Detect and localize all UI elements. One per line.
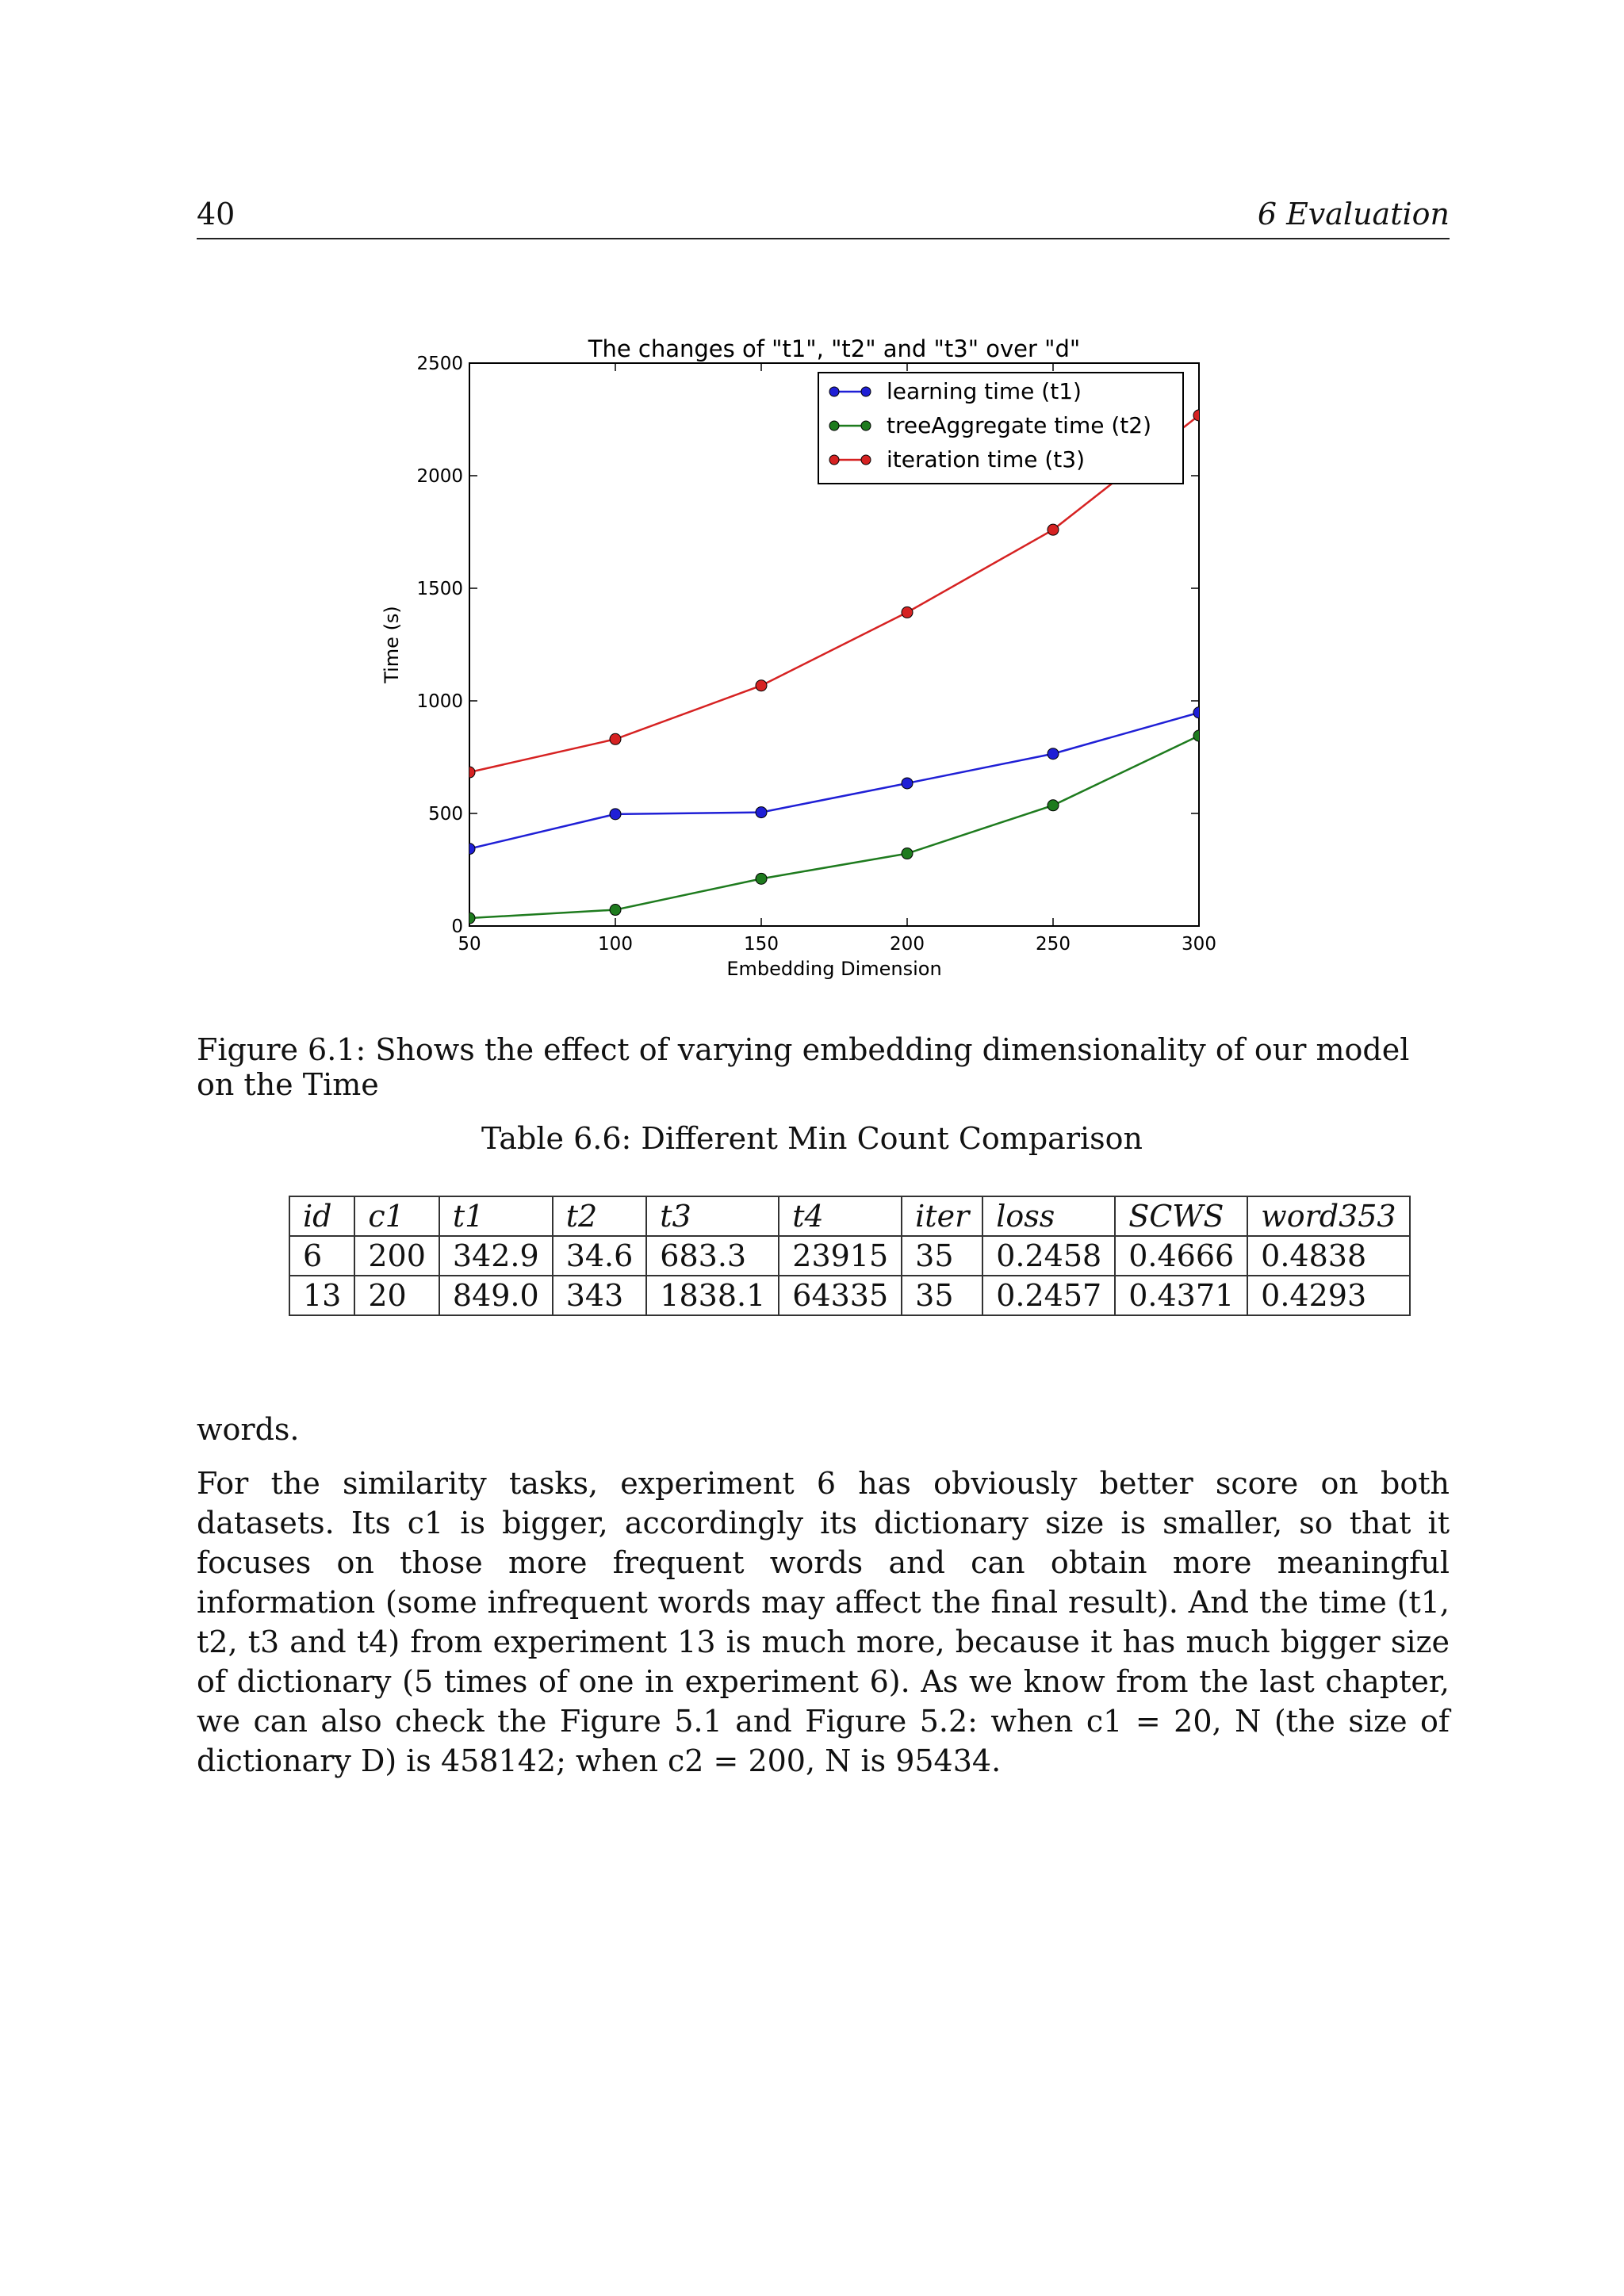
data-point xyxy=(902,848,913,859)
legend-marker xyxy=(861,455,871,465)
legend-marker xyxy=(861,421,871,430)
column-header: loss xyxy=(982,1196,1115,1236)
data-point xyxy=(756,680,767,691)
data-point xyxy=(756,807,767,818)
y-axis-label: Time (s) xyxy=(381,606,403,683)
column-header: iter xyxy=(902,1196,982,1236)
table-cell: 0.4838 xyxy=(1247,1236,1409,1276)
table-header-row xyxy=(289,1196,1410,1236)
legend-label: treeAggregate time (t2) xyxy=(887,412,1151,438)
table-cell: 6 xyxy=(289,1236,354,1276)
data-point xyxy=(610,733,621,744)
figure xyxy=(349,323,1253,989)
x-tick-label: 300 xyxy=(1182,934,1216,955)
data-point xyxy=(464,767,475,778)
column-header: id xyxy=(289,1196,354,1236)
y-tick-label: 500 xyxy=(428,804,463,825)
x-axis-label: Embedding Dimension xyxy=(726,958,942,980)
page-header xyxy=(197,197,1450,238)
table-cell: 342.9 xyxy=(439,1236,553,1276)
table-cell: 343 xyxy=(553,1276,647,1315)
table-cell: 683.3 xyxy=(646,1236,779,1276)
column-header: t1 xyxy=(439,1196,553,1236)
y-tick-label: 1000 xyxy=(416,691,463,712)
line-chart xyxy=(349,323,1253,989)
table-cell: 0.4666 xyxy=(1115,1236,1247,1276)
table-row xyxy=(289,1276,1410,1315)
table-cell: 35 xyxy=(902,1236,982,1276)
table-cell: 200 xyxy=(354,1236,439,1276)
legend-marker xyxy=(829,455,839,465)
x-tick-label: 50 xyxy=(458,934,481,955)
data-point xyxy=(464,913,475,924)
column-header: t2 xyxy=(553,1196,647,1236)
x-tick-label: 150 xyxy=(744,934,779,955)
data-point xyxy=(902,778,913,789)
y-tick-label: 2500 xyxy=(416,354,463,374)
table-cell: 20 xyxy=(354,1276,439,1315)
table-cell: 0.4293 xyxy=(1247,1276,1409,1315)
column-header: SCWS xyxy=(1115,1196,1247,1236)
x-tick-label: 200 xyxy=(890,934,925,955)
x-tick-label: 100 xyxy=(598,934,633,955)
y-tick-label: 1500 xyxy=(416,579,463,599)
legend-marker xyxy=(861,387,871,396)
data-point xyxy=(1193,730,1205,741)
table-cell: 849.0 xyxy=(439,1276,553,1315)
table-cell: 0.2457 xyxy=(982,1276,1115,1315)
page-number: 40 xyxy=(197,197,236,232)
y-tick-label: 2000 xyxy=(416,466,463,487)
column-header: c1 xyxy=(354,1196,439,1236)
data-point xyxy=(464,844,475,855)
table-cell: 0.4371 xyxy=(1115,1276,1247,1315)
legend-marker xyxy=(829,387,839,396)
column-header: word353 xyxy=(1247,1196,1409,1236)
table-cell: 13 xyxy=(289,1276,354,1315)
legend-marker xyxy=(829,421,839,430)
data-point xyxy=(610,905,621,916)
table-cell: 64335 xyxy=(779,1276,902,1315)
results-table xyxy=(289,1196,1411,1316)
body-text xyxy=(197,1410,1450,1781)
legend-label: iteration time (t3) xyxy=(887,446,1085,473)
data-point xyxy=(1048,800,1059,811)
data-point xyxy=(1048,748,1059,760)
legend-label: learning time (t1) xyxy=(887,378,1082,404)
data-point xyxy=(1048,524,1059,535)
section-title: 6 Evaluation xyxy=(1257,197,1450,232)
table-cell: 0.2458 xyxy=(982,1236,1115,1276)
data-point xyxy=(1193,707,1205,718)
column-header: t4 xyxy=(779,1196,902,1236)
chart-title: The changes of "t1", "t2" and "t3" over "d" xyxy=(588,335,1081,362)
data-point xyxy=(610,809,621,820)
header-rule xyxy=(197,238,1450,239)
paragraph: For the similarity tasks, experiment 6 has obviously better score on both datasets. Its c1 is bigger, accordingly its dictionary size is smaller, so that it focuses on those more frequent words and can obtain more meaningful information (some infrequent words may affect the final result). And the time (t1, t2, t3 and t4) from experiment 13 is much more, because it has much bigger size of dictionary (5 times of one in experiment 6). As we know from the last chapter, we can also check the Figure 5.1 and Figure 5.2: when c1 = 20, N (the size of dictionary D) is 458142; when c2 = 200, N is 95434. xyxy=(197,1466,1450,1778)
table-cell: 35 xyxy=(902,1276,982,1315)
table-row xyxy=(289,1236,1410,1276)
figure-caption: Figure 6.1: Shows the effect of varying embedding dimensionality of our model on the Time xyxy=(197,1032,1410,1102)
data-point xyxy=(902,607,913,618)
table-cell: 23915 xyxy=(779,1236,902,1276)
data-point xyxy=(1193,410,1205,421)
x-tick-label: 250 xyxy=(1036,934,1071,955)
data-point xyxy=(756,873,767,884)
table-cell: 34.6 xyxy=(553,1236,647,1276)
column-header: t3 xyxy=(646,1196,779,1236)
table-cell: 1838.1 xyxy=(646,1276,779,1315)
table-caption: Table 6.6: Different Min Count Comparison xyxy=(481,1121,1143,1156)
y-tick-label: 0 xyxy=(451,916,463,937)
paragraph: words. xyxy=(197,1412,300,1447)
